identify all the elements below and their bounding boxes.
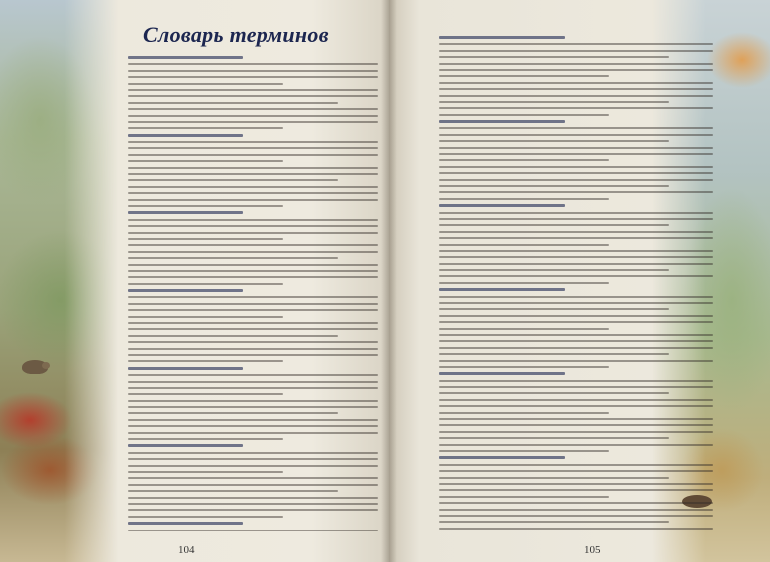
text-line [128, 477, 378, 479]
text-line [439, 386, 713, 388]
text-line [439, 315, 713, 317]
text-line [439, 166, 713, 168]
text-line [128, 360, 283, 362]
text-line [128, 251, 378, 253]
text-line [439, 450, 609, 452]
text-line [439, 140, 669, 142]
text-line [128, 419, 378, 421]
text-line [128, 516, 283, 518]
text-line [128, 452, 378, 454]
text-line [439, 392, 669, 394]
text-line [128, 503, 378, 505]
text-line [439, 43, 713, 45]
text-line [128, 438, 283, 440]
glossary-text-left [128, 56, 378, 531]
text-line [439, 477, 669, 479]
text-line [439, 147, 713, 149]
text-line [439, 36, 565, 39]
text-line [439, 372, 565, 375]
text-line [128, 76, 378, 78]
text-line [128, 56, 243, 59]
text-line [439, 191, 713, 193]
text-line [128, 219, 378, 221]
text-line [439, 56, 669, 58]
page-number-right: 105 [584, 544, 601, 556]
text-line [128, 83, 283, 85]
text-line [128, 465, 378, 467]
text-line [439, 275, 713, 277]
text-line [128, 393, 283, 395]
text-line [128, 490, 338, 492]
text-line [439, 502, 713, 504]
text-line [439, 353, 669, 355]
text-line [128, 205, 283, 207]
text-line [439, 198, 609, 200]
text-line [128, 95, 378, 97]
text-line [128, 348, 378, 350]
text-line [439, 179, 713, 181]
text-line [128, 406, 378, 408]
text-line [128, 276, 378, 278]
text-line [128, 309, 378, 311]
text-line [128, 115, 378, 117]
text-line [439, 515, 713, 517]
text-line [128, 289, 243, 292]
text-line [439, 69, 713, 71]
text-line [439, 50, 713, 52]
text-line [128, 497, 378, 499]
text-line [439, 456, 565, 459]
text-line [128, 257, 338, 259]
text-line [128, 283, 283, 285]
page-number-left: 104 [178, 544, 195, 556]
text-line [439, 437, 669, 439]
text-line [128, 322, 378, 324]
text-line [128, 444, 243, 447]
text-line [439, 528, 713, 530]
text-line [439, 237, 713, 239]
text-line [439, 134, 713, 136]
text-line [128, 458, 378, 460]
text-line [128, 199, 378, 201]
text-line [439, 95, 713, 97]
text-line [439, 347, 713, 349]
text-line [439, 483, 713, 485]
nature-illustration-icon [0, 0, 118, 562]
text-line [439, 340, 713, 342]
text-line [128, 225, 378, 227]
text-line [439, 424, 713, 426]
text-line [128, 335, 338, 337]
text-line [439, 412, 609, 414]
bird-icon [22, 360, 48, 374]
text-line [128, 173, 378, 175]
text-line [439, 321, 713, 323]
text-line [439, 204, 565, 207]
text-line [439, 244, 609, 246]
text-line [128, 121, 378, 123]
text-line [128, 530, 378, 531]
text-line [439, 63, 713, 65]
text-line [128, 160, 283, 162]
text-line [439, 418, 713, 420]
text-line [439, 114, 609, 116]
text-line [128, 134, 243, 137]
text-line [128, 238, 283, 240]
text-line [128, 425, 378, 427]
text-line [439, 101, 669, 103]
text-line [439, 328, 609, 330]
text-line [128, 316, 283, 318]
text-line [128, 147, 378, 149]
text-line [439, 308, 669, 310]
text-line [439, 250, 713, 252]
text-line [128, 192, 378, 194]
text-line [128, 186, 378, 188]
text-line [439, 399, 713, 401]
text-line [128, 432, 378, 434]
text-line [439, 366, 609, 368]
text-line [439, 405, 713, 407]
text-line [128, 367, 243, 370]
text-line [128, 270, 378, 272]
book-gutter [381, 0, 397, 562]
text-line [439, 212, 713, 214]
text-line [439, 521, 669, 523]
text-line [439, 75, 609, 77]
text-line [439, 464, 713, 466]
text-line [439, 88, 713, 90]
text-line [128, 387, 378, 389]
text-line [128, 127, 283, 129]
text-line [439, 489, 713, 491]
text-line [128, 108, 378, 110]
text-line [439, 82, 713, 84]
text-line [439, 218, 713, 220]
text-line [439, 509, 713, 511]
text-line [128, 522, 243, 525]
text-line [439, 444, 713, 446]
text-line [439, 334, 713, 336]
text-line [439, 263, 713, 265]
text-line [439, 231, 713, 233]
text-line [128, 412, 338, 414]
text-line [128, 374, 378, 376]
text-line [128, 89, 378, 91]
text-line [439, 153, 713, 155]
text-line [439, 256, 713, 258]
text-line [439, 127, 713, 129]
text-line [128, 303, 378, 305]
text-line [128, 381, 378, 383]
text-line [128, 354, 378, 356]
text-line [439, 120, 565, 123]
page-title: Словарь терминов [143, 22, 329, 47]
text-line [439, 107, 713, 109]
text-line [128, 328, 378, 330]
text-line [439, 269, 669, 271]
text-line [439, 288, 565, 291]
text-line [128, 141, 378, 143]
text-line [128, 400, 378, 402]
text-line [439, 360, 713, 362]
text-line [128, 167, 378, 169]
text-line [128, 154, 378, 156]
text-line [128, 179, 338, 181]
text-line [128, 211, 243, 214]
text-line [439, 159, 609, 161]
text-line [128, 296, 378, 298]
text-line [128, 232, 378, 234]
text-line [439, 172, 713, 174]
text-line [128, 341, 378, 343]
text-line [128, 484, 378, 486]
text-line [439, 470, 713, 472]
text-line [128, 102, 338, 104]
text-line [439, 282, 609, 284]
text-line [439, 496, 609, 498]
right-page [389, 0, 770, 562]
text-line [128, 70, 378, 72]
text-line [439, 185, 669, 187]
text-line [439, 302, 713, 304]
text-line [128, 509, 378, 511]
text-line [439, 224, 669, 226]
glossary-text-right [439, 36, 713, 531]
text-line [128, 244, 378, 246]
text-line [439, 380, 713, 382]
text-line [128, 63, 378, 65]
text-line [128, 471, 283, 473]
text-line [439, 431, 713, 433]
text-line [128, 264, 378, 266]
text-line [439, 296, 713, 298]
